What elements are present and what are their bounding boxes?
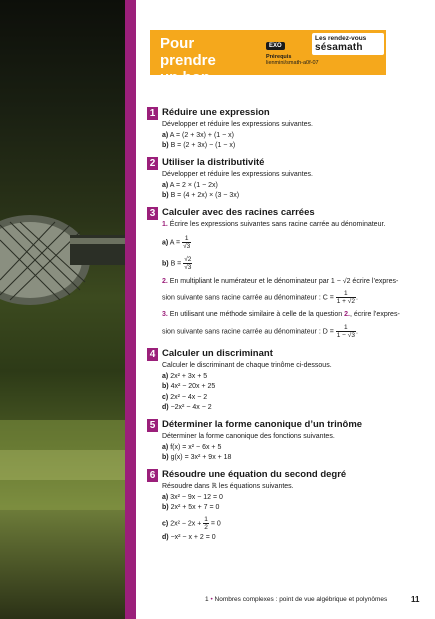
microphone-photo (0, 0, 125, 619)
exercise-title: Calculer un discriminant (162, 348, 273, 359)
exo-url[interactable]: lienmini/smath-a0f-07 (266, 60, 319, 66)
exo-label: Prérequis (266, 54, 292, 60)
section-title: Pour prendre un bon départ (150, 30, 258, 75)
exercise-title: Utiliser la distributivité (162, 157, 265, 168)
exercise-number: 1 (147, 107, 158, 120)
exercise-title: Calculer avec des racines carrées (162, 207, 315, 218)
exercise-title: Réduire une expression (162, 107, 270, 118)
exo-tag: EXO (266, 42, 285, 50)
exercise-number: 5 (147, 419, 158, 432)
exercise-title: Résoudre une équation du second degré (162, 469, 347, 480)
page-number: 11 (411, 595, 420, 604)
exercise-number: 2 (147, 157, 158, 170)
exercise-number: 4 (147, 348, 158, 361)
sesamath-logo: sésamath (315, 42, 363, 53)
exercise-number: 6 (147, 469, 158, 482)
accent-stripe (125, 0, 136, 619)
exercise-title: Déterminer la forme canonique d’un trinôme (162, 419, 363, 430)
chapter-footer: 1 • Nombres complexes : point de vue algébrique et polynômes (205, 596, 388, 603)
sesamath-badge: Les rendez-vous sésamath (312, 33, 384, 55)
exercise-number: 3 (147, 207, 158, 220)
